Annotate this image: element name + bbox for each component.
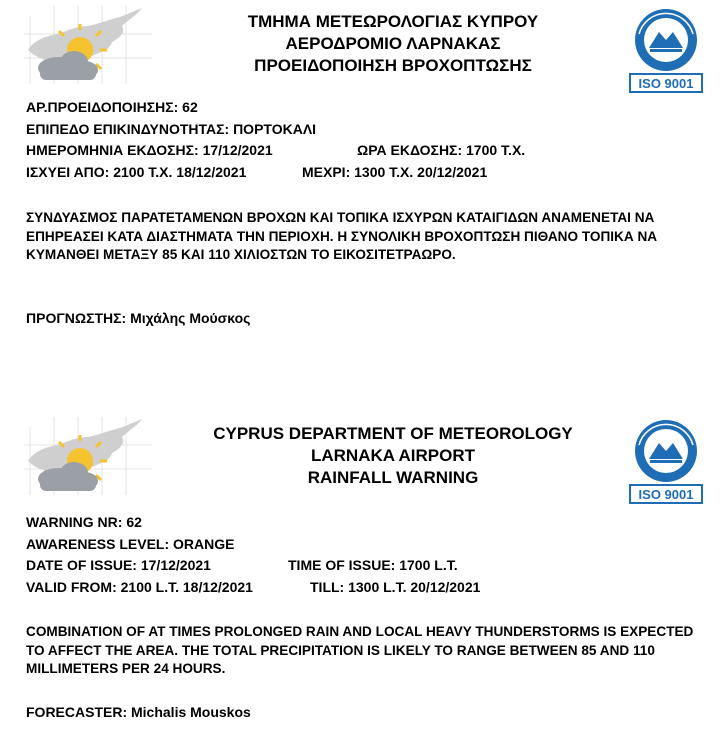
valid-till: TILL: 1300 L.T. 20/12/2021 <box>310 578 481 595</box>
date-of-issue: DATE OF ISSUE: 17/12/2021 <box>26 557 211 573</box>
awareness-level: AWARENESS LEVEL: ORANGE <box>26 535 235 552</box>
forecaster-name: ΠΡΟΓΝΩΣΤΗΣ: Μιχάλης Μούσκος <box>26 310 251 326</box>
cyprus-weather-logo <box>24 417 154 497</box>
issue-row <box>26 555 686 577</box>
header-line-department: CYPRUS DEPARTMENT OF METEOROLOGY <box>213 424 573 443</box>
warning-description: COMBINATION OF AT TIMES PROLONGED RAIN AND LOCAL HEAVY THUNDERSTORMS IS EXPECTED TO AFFECT THE AREA. THE TOTAL PRECIPITATION IS LIKELY TO RANGE BETWEEN 85 AND 110 MILLIMETERS PER 24 HOURS. <box>26 624 694 676</box>
greek-warning-section <box>0 0 721 370</box>
validity-row <box>26 577 686 599</box>
iso-label: ISO 9001 <box>638 487 694 502</box>
valid-from: VALID FROM: 2100 L.T. 18/12/2021 <box>26 578 253 595</box>
header-line-department: ΤΜΗΜΑ ΜΕΤΕΩΡΟΛΟΓΙΑΣ ΚΥΠΡΟΥ <box>247 12 539 31</box>
warning-meta-block <box>26 97 686 183</box>
cyprus-weather-logo <box>24 6 154 86</box>
warning-number: WARNING NR: 62 <box>26 514 142 530</box>
valid-from: ΙΣΧΥΕΙ ΑΠΟ: 2100 Τ.Χ. 18/12/2021 <box>26 163 247 180</box>
iso-9001-certification-logo <box>625 417 707 507</box>
english-warning-section <box>0 415 721 742</box>
iso-label: ISO 9001 <box>638 76 694 91</box>
validity-row <box>26 162 686 184</box>
header-line-warning-type: ΠΡΟΕΙΔΟΠΟΙΗΣΗ ΒΡΟΧΟΠΤΩΣΗΣ <box>254 56 532 75</box>
valid-till: ΜΕΧΡΙ: 1300 Τ.Χ. 20/12/2021 <box>302 163 488 180</box>
warning-number: ΑΡ.ΠΡΟΕΙΔΟΠΟΙΗΣΗΣ: 62 <box>26 99 198 115</box>
iso-9001-certification-logo <box>625 6 707 96</box>
header-line-warning-type: RAINFALL WARNING <box>307 468 479 487</box>
awareness-level: ΕΠΙΠΕΔΟ ΕΠΙΚΙΝΔΥΝΟΤΗΤΑΣ: ΠΟΡΤΟΚΑΛΙ <box>26 120 317 137</box>
warning-description: ΣΥΝΔΥΑΣΜΟΣ ΠΑΡΑΤΕΤΑΜΕΝΩΝ ΒΡΟΧΩΝ ΚΑΙ ΤΟΠΙΚΑ ΙΣΧΥΡΩΝ ΚΑΤΑΙΓΙΔΩΝ ΑΝΑΜΕΝΕΤΑΙ ΝΑ ΕΠΗΡΕΑΣΕΙ ΚΑΤΑ ΔΙΑΣΤΗΜΑΤΑ ΤΗΝ ΠΕΡΙΟΧΗ. Η ΣΥΝΟΛΙΚΗ ΒΡΟΧΟΠΤΩΣΗ ΠΙΘΑΝΟ ΤΟΠΙΚΑ ΝΑ ΚΥΜΑΝΘΕΙ ΜΕΤΑΞΥ 85 ΚΑΙ 110 ΧΙΛΙΟΣΤΩΝ ΤΟ ΕΙΚΟΣΙΤΕΤΡΑΩΡΟ. <box>26 210 658 262</box>
issue-row <box>26 140 686 162</box>
header-title-block <box>193 11 593 77</box>
header-line-airport: LARNAKA AIRPORT <box>310 446 475 465</box>
time-of-issue: ΩΡΑ ΕΚΔΟΣΗΣ: 1700 Τ.Χ. <box>357 142 526 158</box>
header-line-airport: ΑΕΡΟΔΡΟΜΙΟ ΛΑΡΝΑΚΑΣ <box>285 34 501 53</box>
date-of-issue: ΗΜΕΡΟΜΗΝΙΑ ΕΚΔΟΣΗΣ: 17/12/2021 <box>26 142 273 158</box>
warning-meta-block <box>26 512 686 598</box>
forecaster-name: FORECASTER: Michalis Mouskos <box>26 704 251 720</box>
time-of-issue: TIME OF ISSUE: 1700 L.T. <box>288 557 458 573</box>
header-title-block <box>193 423 593 489</box>
